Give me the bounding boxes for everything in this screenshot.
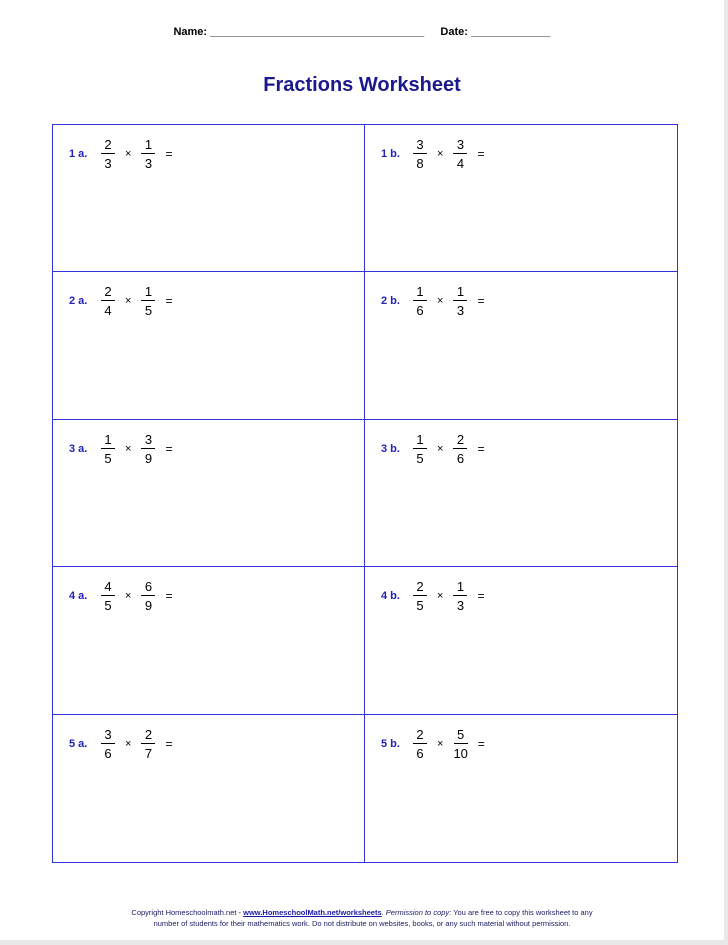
date-blank: _____________ bbox=[470, 26, 551, 38]
equals-sign: = bbox=[165, 736, 173, 751]
denominator: 5 bbox=[104, 598, 112, 614]
problem-expression bbox=[381, 137, 484, 171]
problem-label: 1 a. bbox=[69, 148, 88, 160]
problem-cell bbox=[53, 715, 365, 862]
equals-sign: = bbox=[477, 294, 485, 309]
numerator: 3 bbox=[141, 432, 155, 449]
name-blank: ___________________________________ bbox=[210, 26, 425, 38]
denominator: 5 bbox=[416, 598, 424, 614]
fraction-2 bbox=[139, 137, 157, 171]
fraction-2 bbox=[451, 579, 469, 613]
numerator: 1 bbox=[453, 284, 467, 301]
problem-expression bbox=[381, 579, 484, 613]
problem-expression bbox=[381, 727, 485, 761]
numerator: 3 bbox=[453, 137, 467, 154]
problem-label: 4 a. bbox=[69, 590, 88, 603]
footer-permission-label: Permission to copy: bbox=[385, 908, 452, 917]
fraction-2 bbox=[451, 727, 469, 761]
problem-expression bbox=[69, 432, 172, 466]
fraction-1 bbox=[411, 579, 429, 613]
problem-label: 4 b. bbox=[381, 590, 400, 603]
multiply-sign: × bbox=[125, 737, 132, 750]
multiply-sign: × bbox=[125, 295, 132, 308]
denominator: 5 bbox=[416, 450, 424, 466]
equals-sign: = bbox=[477, 441, 485, 456]
denominator: 10 bbox=[453, 745, 468, 761]
equals-sign: = bbox=[165, 147, 173, 161]
multiply-sign: × bbox=[125, 148, 132, 160]
multiply-sign: × bbox=[437, 442, 444, 455]
problem-label: 2 b. bbox=[381, 295, 400, 308]
problem-cell bbox=[365, 420, 677, 567]
problem-label: 5 b. bbox=[381, 737, 400, 750]
problem-cell bbox=[365, 125, 677, 272]
problem-expression bbox=[381, 284, 484, 318]
numerator: 1 bbox=[141, 284, 155, 301]
fraction-2 bbox=[139, 579, 157, 613]
equals-sign: = bbox=[165, 589, 173, 604]
problem-label: 3 a. bbox=[69, 442, 88, 455]
denominator: 3 bbox=[456, 598, 465, 614]
numerator: 1 bbox=[413, 284, 427, 301]
fraction-1 bbox=[99, 727, 117, 761]
fraction-1 bbox=[99, 137, 117, 171]
denominator: 6 bbox=[416, 303, 424, 319]
footer-line-2: number of students for their mathematics work. Do not distribute on websites, books, or any such material without permission. bbox=[153, 919, 571, 928]
multiply-sign: × bbox=[125, 442, 132, 455]
denominator: 3 bbox=[456, 303, 465, 319]
problem-expression bbox=[69, 137, 172, 171]
fraction-1 bbox=[411, 727, 429, 761]
denominator: 3 bbox=[104, 156, 112, 171]
fraction-1 bbox=[99, 432, 117, 466]
numerator: 1 bbox=[141, 137, 155, 154]
denominator: 7 bbox=[144, 745, 153, 761]
equals-sign: = bbox=[477, 147, 485, 161]
fraction-1 bbox=[99, 284, 117, 318]
denominator: 9 bbox=[144, 450, 153, 466]
denominator: 8 bbox=[416, 156, 424, 171]
denominator: 9 bbox=[144, 598, 153, 614]
footer-copyright: Copyright Homeschoolmath.net - bbox=[131, 908, 244, 917]
footer-link[interactable]: www.HomeschoolMath.net/worksheets bbox=[243, 908, 382, 917]
footer-line1-rest: You are free to copy this worksheet to any bbox=[451, 908, 593, 917]
equals-sign: = bbox=[165, 441, 173, 456]
date-label: Date: bbox=[440, 26, 468, 38]
fraction-1 bbox=[411, 432, 429, 466]
numerator: 3 bbox=[413, 137, 427, 154]
footer-line-1: Copyright Homeschoolmath.net - www.HomeschoolMath.net/worksheets. Permission to copy: You are free to copy this worksheet to any bbox=[131, 908, 593, 917]
name-label: Name: bbox=[173, 26, 208, 38]
numerator: 2 bbox=[101, 137, 115, 154]
problem-grid bbox=[52, 124, 678, 863]
equals-sign: = bbox=[165, 294, 173, 309]
problem-label: 3 b. bbox=[381, 442, 400, 455]
equals-sign: = bbox=[477, 589, 485, 604]
numerator: 2 bbox=[413, 727, 427, 744]
multiply-sign: × bbox=[437, 737, 444, 750]
denominator: 6 bbox=[104, 745, 112, 761]
problem-label: 2 a. bbox=[69, 295, 88, 308]
numerator: 6 bbox=[141, 579, 155, 596]
multiply-sign: × bbox=[437, 590, 444, 603]
problem-label: 1 b. bbox=[381, 148, 400, 160]
numerator: 2 bbox=[141, 727, 155, 744]
fraction-2 bbox=[451, 284, 469, 318]
numerator: 2 bbox=[101, 284, 115, 301]
problem-expression bbox=[69, 727, 172, 761]
denominator: 5 bbox=[144, 303, 153, 319]
multiply-sign: × bbox=[437, 295, 444, 308]
fraction-1 bbox=[411, 137, 429, 171]
denominator: 4 bbox=[104, 303, 112, 319]
fraction-2 bbox=[451, 137, 469, 171]
denominator: 4 bbox=[456, 156, 465, 171]
numerator: 4 bbox=[101, 579, 115, 596]
numerator: 2 bbox=[413, 579, 427, 596]
numerator: 1 bbox=[413, 432, 427, 449]
numerator: 1 bbox=[101, 432, 115, 449]
problem-expression bbox=[69, 579, 172, 613]
denominator: 6 bbox=[456, 450, 465, 466]
numerator: 5 bbox=[454, 727, 468, 744]
problem-label: 5 a. bbox=[69, 737, 88, 750]
problem-cell bbox=[53, 272, 365, 419]
fraction-2 bbox=[139, 727, 157, 761]
name-date-line bbox=[0, 26, 724, 38]
denominator: 5 bbox=[104, 450, 112, 466]
numerator: 1 bbox=[453, 579, 467, 596]
multiply-sign: × bbox=[125, 590, 132, 603]
problem-cell bbox=[53, 420, 365, 567]
copyright-footer bbox=[0, 907, 724, 929]
problem-cell bbox=[365, 272, 677, 419]
fraction-1 bbox=[99, 579, 117, 613]
problem-expression bbox=[381, 432, 484, 466]
denominator: 6 bbox=[416, 745, 424, 761]
fraction-1 bbox=[411, 284, 429, 318]
multiply-sign: × bbox=[437, 148, 444, 160]
problem-expression bbox=[69, 284, 172, 318]
fraction-2 bbox=[451, 432, 469, 466]
denominator: 3 bbox=[144, 156, 153, 171]
fraction-2 bbox=[139, 284, 157, 318]
problem-cell bbox=[53, 567, 365, 714]
problem-cell bbox=[53, 125, 365, 272]
numerator: 3 bbox=[101, 727, 115, 744]
equals-sign: = bbox=[477, 736, 485, 751]
numerator: 2 bbox=[453, 432, 467, 449]
problem-cell bbox=[365, 567, 677, 714]
fraction-2 bbox=[139, 432, 157, 466]
worksheet-title: Fractions Worksheet bbox=[263, 74, 461, 96]
problem-cell bbox=[365, 715, 677, 862]
